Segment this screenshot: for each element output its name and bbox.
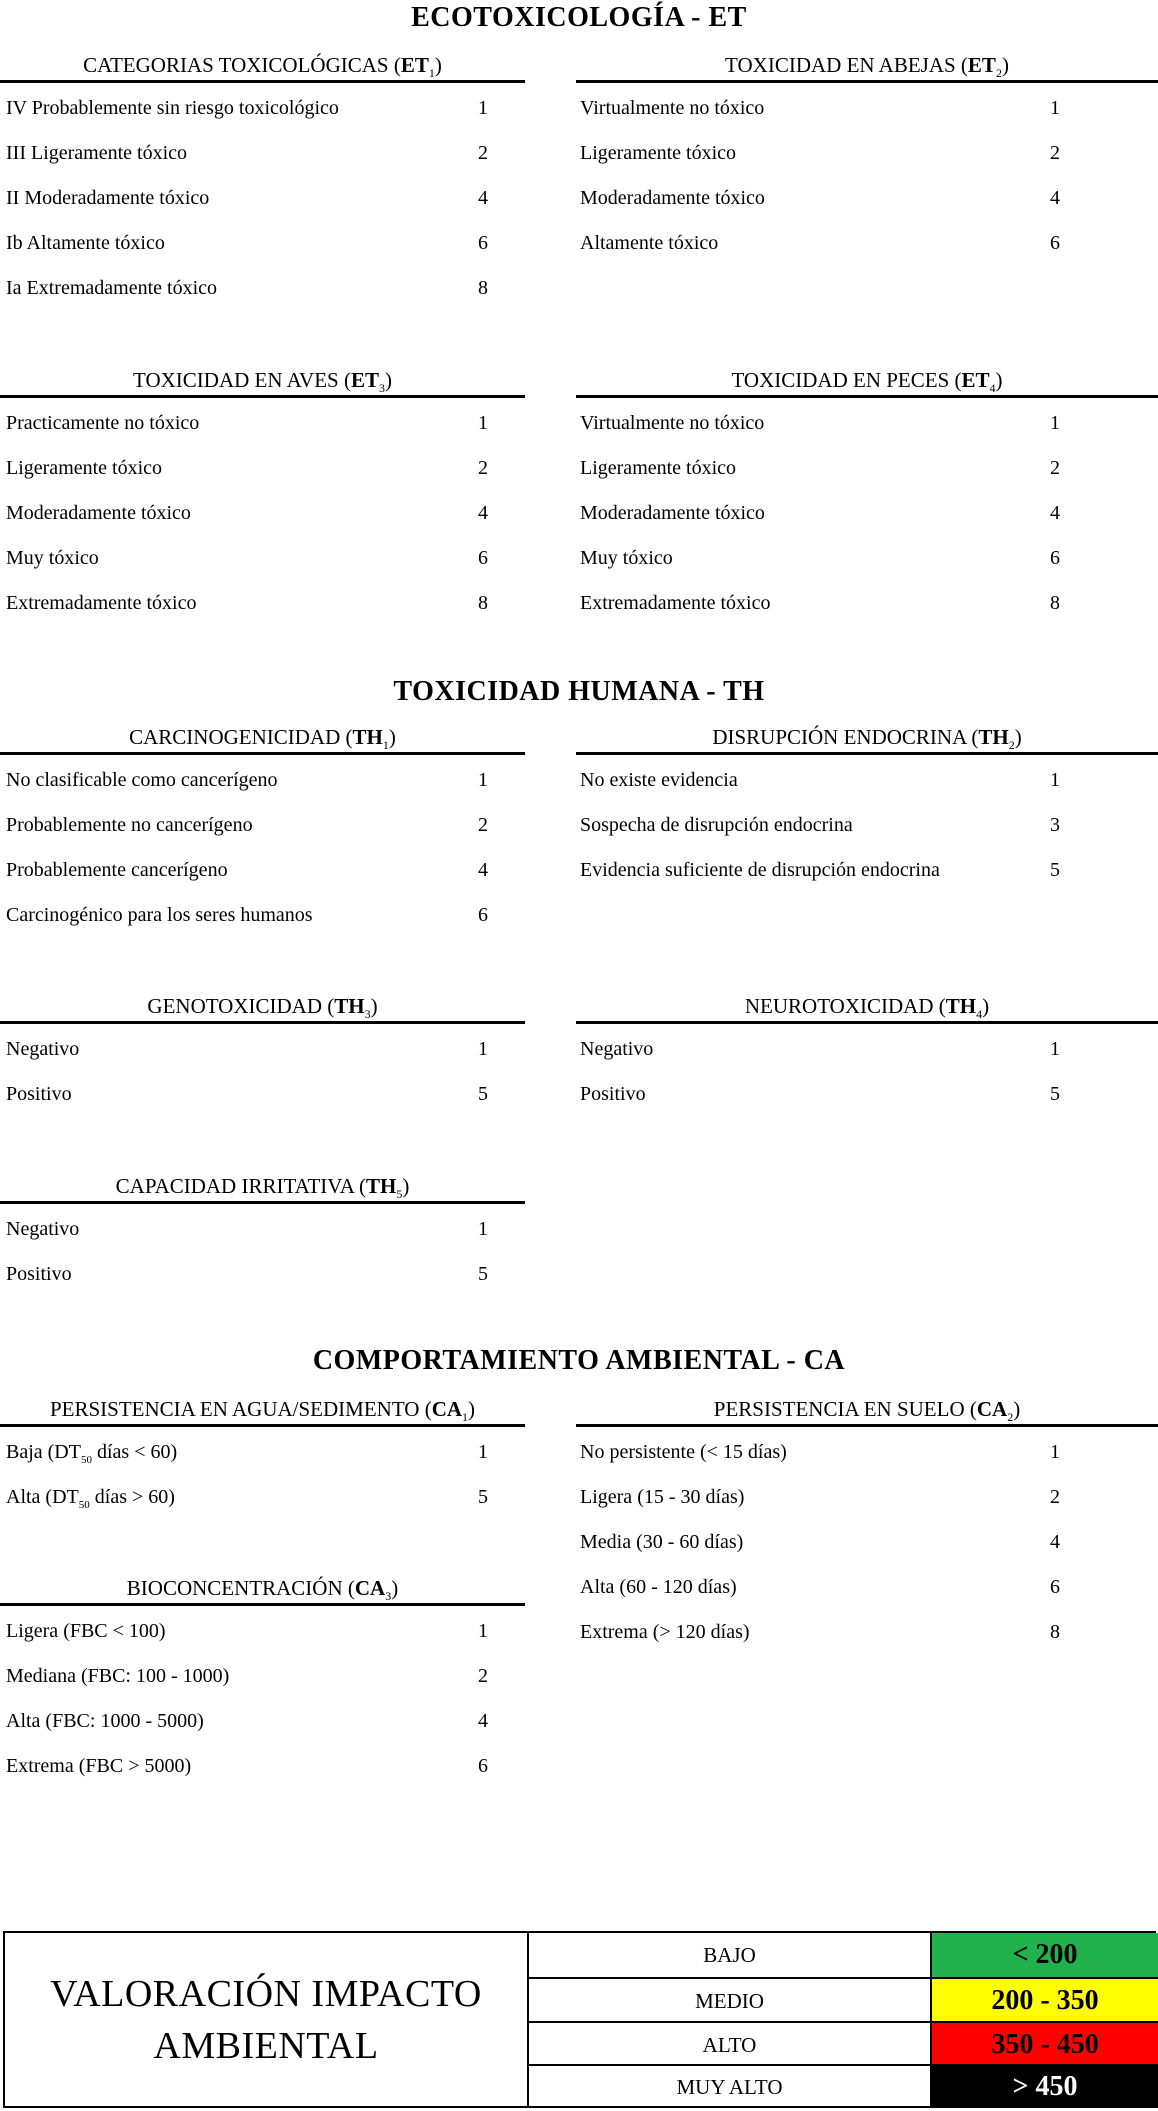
legend-title: VALORACIÓN IMPACTO AMBIENTAL: [5, 1933, 529, 2106]
row-label: Extrema (> 120 días): [580, 1621, 750, 1643]
row-value: 1: [478, 1441, 488, 1463]
table-row: [576, 488, 1158, 533]
table-row: [576, 800, 1158, 845]
table-et4: [576, 365, 1158, 623]
legend-level: MEDIO: [529, 1979, 932, 2023]
row-label: Ligera (FBC < 100): [6, 1620, 166, 1642]
row-value: 2: [1050, 142, 1060, 164]
row-label: Probablemente cancerígeno: [6, 859, 228, 881]
legend-range: 200 - 350: [932, 1979, 1158, 2023]
table-row: [576, 1607, 1158, 1652]
table-row: [0, 128, 525, 173]
row-label: Negativo: [6, 1218, 80, 1240]
row-value: 1: [478, 769, 488, 791]
row-label: Extremadamente tóxico: [580, 592, 771, 614]
row-label: III Ligeramente tóxico: [6, 142, 188, 164]
table-header: CATEGORIAS TOXICOLÓGICAS $(ET_1)$: [0, 50, 525, 83]
table-header: CAPACIDAD IRRITATIVA $(TH_5)$: [0, 1171, 525, 1204]
table-header: GENOTOXICIDAD $(TH_3)$: [0, 991, 525, 1024]
row-label: Virtualmente no tóxico: [580, 97, 765, 119]
row-label: Muy tóxico: [580, 547, 673, 569]
row-label: Practicamente no tóxico: [6, 412, 200, 434]
table-th3: [0, 991, 525, 1114]
table-header: NEUROTOXICIDAD $(TH_4)$: [576, 991, 1158, 1024]
table-row: [0, 1606, 525, 1651]
row-value: 1: [478, 1218, 488, 1240]
table-row: [0, 1249, 525, 1294]
table-row: [576, 1472, 1158, 1517]
row-label: Positivo: [6, 1083, 72, 1105]
table-header: PERSISTENCIA EN AGUA/SEDIMENTO $(CA_1)$: [0, 1394, 525, 1427]
section-title-toxicidad-humana: TOXICIDAD HUMANA - TH: [393, 676, 765, 707]
table-row: [0, 83, 525, 128]
table-th1: [0, 722, 525, 935]
table-header: TOXICIDAD EN PECES $(ET_4)$: [576, 365, 1158, 398]
row-value: 1: [1050, 1038, 1060, 1060]
table-row: [0, 755, 525, 800]
row-value: 6: [478, 232, 488, 254]
row-label: II Moderadamente tóxico: [6, 187, 210, 209]
row-label: Probablemente no cancerígeno: [6, 814, 253, 836]
row-value: 2: [478, 142, 488, 164]
row-label: Carcinogénico para los seres humanos: [6, 904, 313, 926]
row-value: 5: [478, 1263, 488, 1285]
row-value: 1: [1050, 412, 1060, 434]
table-row: [0, 398, 525, 443]
table-header: TOXICIDAD EN AVES $(ET_3)$: [0, 365, 525, 398]
table-row: [0, 488, 525, 533]
section-title-comportamiento-ambiental: COMPORTAMIENTO AMBIENTAL - CA: [312, 1345, 846, 1376]
row-value: 1: [478, 97, 488, 119]
row-label: Ia Extremadamente tóxico: [6, 277, 218, 299]
table-row: [576, 1562, 1158, 1607]
table-row: [0, 1651, 525, 1696]
table-row: [0, 1024, 525, 1069]
row-label: Ligeramente tóxico: [580, 142, 737, 164]
table-row: [0, 800, 525, 845]
row-value: 1: [478, 412, 488, 434]
row-label: Baja ($DT_{50}$ días < 60): [6, 1441, 178, 1466]
legend-row: [529, 1933, 1158, 1977]
table-et2: [576, 50, 1158, 263]
table-header: PERSISTENCIA EN SUELO $(CA_2)$: [576, 1394, 1158, 1427]
row-label: No persistente (< 15 días): [580, 1441, 787, 1463]
table-row: [0, 1741, 525, 1786]
table-row: [0, 578, 525, 623]
table-row: [576, 1427, 1158, 1472]
table-header: BIOCONCENTRACIÓN $(CA_3)$: [0, 1573, 525, 1606]
table-row: [576, 128, 1158, 173]
row-value: 4: [1050, 1531, 1060, 1553]
legend-range: > 450: [932, 2066, 1158, 2108]
table-th4: [576, 991, 1158, 1114]
row-value: 1: [1050, 769, 1060, 791]
row-value: 8: [478, 277, 488, 299]
row-value: 6: [1050, 232, 1060, 254]
table-row: [576, 578, 1158, 623]
table-row: [0, 1204, 525, 1249]
row-label: Alta (FBC: 1000 - 5000): [6, 1710, 204, 1732]
row-value: 5: [478, 1486, 488, 1508]
row-label: Altamente tóxico: [580, 232, 719, 254]
row-label: Positivo: [6, 1263, 72, 1285]
table-ca1: [0, 1394, 525, 1517]
table-row: [0, 533, 525, 578]
table-et1: [0, 50, 525, 308]
row-value: 4: [1050, 187, 1060, 209]
legend-level: BAJO: [529, 1933, 932, 1977]
row-label: Extrema (FBC > 5000): [6, 1755, 192, 1777]
row-value: 1: [478, 1620, 488, 1642]
table-row: [576, 218, 1158, 263]
row-value: 4: [478, 859, 488, 881]
row-value: 8: [1050, 1621, 1060, 1643]
table-row: [0, 263, 525, 308]
row-value: 6: [1050, 547, 1060, 569]
row-label: Mediana (FBC: 100 - 1000): [6, 1665, 230, 1687]
legend-row: [529, 2021, 1158, 2067]
row-value: 4: [478, 187, 488, 209]
row-value: 2: [1050, 457, 1060, 479]
row-label: Ligera (15 - 30 días): [580, 1486, 745, 1508]
row-label: Moderadamente tóxico: [580, 187, 765, 209]
legend-range: 350 - 450: [932, 2023, 1158, 2067]
row-value: 4: [1050, 502, 1060, 524]
row-label: Ligeramente tóxico: [6, 457, 163, 479]
table-row: [0, 1696, 525, 1741]
row-value: 5: [478, 1083, 488, 1105]
table-row: [0, 1427, 525, 1472]
row-value: 6: [478, 904, 488, 926]
row-label: Evidencia suficiente de disrupción endocrina: [580, 859, 940, 881]
table-row: [576, 443, 1158, 488]
row-label: Virtualmente no tóxico: [580, 412, 765, 434]
row-value: 2: [478, 814, 488, 836]
row-label: No clasificable como cancerígeno: [6, 769, 278, 791]
row-value: 1: [1050, 1441, 1060, 1463]
table-th2: [576, 722, 1158, 890]
row-label: Positivo: [580, 1083, 646, 1105]
row-value: 3: [1050, 814, 1060, 836]
row-label: Sospecha de disrupción endocrina: [580, 814, 853, 836]
legend-row: [529, 2064, 1158, 2108]
row-value: 4: [478, 502, 488, 524]
table-row: [576, 1069, 1158, 1114]
row-value: 4: [478, 1710, 488, 1732]
row-value: 5: [1050, 859, 1060, 881]
table-ca3: [0, 1573, 525, 1786]
section-title-ecotoxicologia: ECOTOXICOLOGÍA - ET: [411, 2, 747, 33]
table-row: [576, 845, 1158, 890]
table-row: [576, 1024, 1158, 1069]
legend-level: MUY ALTO: [529, 2066, 932, 2108]
row-label: Ib Altamente tóxico: [6, 232, 165, 254]
row-label: Alta (60 - 120 días): [580, 1576, 737, 1598]
table-row: [576, 83, 1158, 128]
row-label: No existe evidencia: [580, 769, 738, 791]
table-row: [0, 890, 525, 935]
row-label: Moderadamente tóxico: [580, 502, 765, 524]
table-row: [576, 398, 1158, 443]
row-label: Negativo: [6, 1038, 80, 1060]
row-label: Alta ($DT_{50}$ días > 60): [6, 1486, 175, 1511]
row-value: 5: [1050, 1083, 1060, 1105]
table-th5: [0, 1171, 525, 1294]
row-label: Moderadamente tóxico: [6, 502, 191, 524]
row-value: 2: [478, 1665, 488, 1687]
table-row: [0, 845, 525, 890]
impact-legend: [3, 1931, 1156, 2108]
row-value: 6: [478, 547, 488, 569]
row-value: 8: [478, 592, 488, 614]
row-label: Negativo: [580, 1038, 654, 1060]
table-row: [0, 1069, 525, 1114]
row-value: 8: [1050, 592, 1060, 614]
table-ca2: [576, 1394, 1158, 1652]
row-label: Extremadamente tóxico: [6, 592, 197, 614]
table-row: [0, 218, 525, 263]
row-value: 6: [478, 1755, 488, 1777]
table-row: [576, 533, 1158, 578]
row-value: 2: [1050, 1486, 1060, 1508]
table-header: DISRUPCIÓN ENDOCRINA $(TH_2)$: [576, 722, 1158, 755]
row-value: 1: [478, 1038, 488, 1060]
table-row: [0, 1472, 525, 1517]
table-header: TOXICIDAD EN ABEJAS $(ET_2)$: [576, 50, 1158, 83]
row-value: 6: [1050, 1576, 1060, 1598]
table-et3: [0, 365, 525, 623]
table-row: [576, 755, 1158, 800]
row-value: 2: [478, 457, 488, 479]
table-row: [0, 173, 525, 218]
legend-row: [529, 1977, 1158, 2023]
table-header: CARCINOGENICIDAD $(TH_1)$: [0, 722, 525, 755]
legend-range: < 200: [932, 1933, 1158, 1977]
legend-level: ALTO: [529, 2023, 932, 2067]
row-label: Muy tóxico: [6, 547, 99, 569]
table-row: [576, 173, 1158, 218]
table-row: [576, 1517, 1158, 1562]
row-label: Media (30 - 60 días): [580, 1531, 744, 1553]
table-row: [0, 443, 525, 488]
row-label: Ligeramente tóxico: [580, 457, 737, 479]
row-label: IV Probablemente sin riesgo toxicológico: [6, 97, 339, 119]
row-value: 1: [1050, 97, 1060, 119]
